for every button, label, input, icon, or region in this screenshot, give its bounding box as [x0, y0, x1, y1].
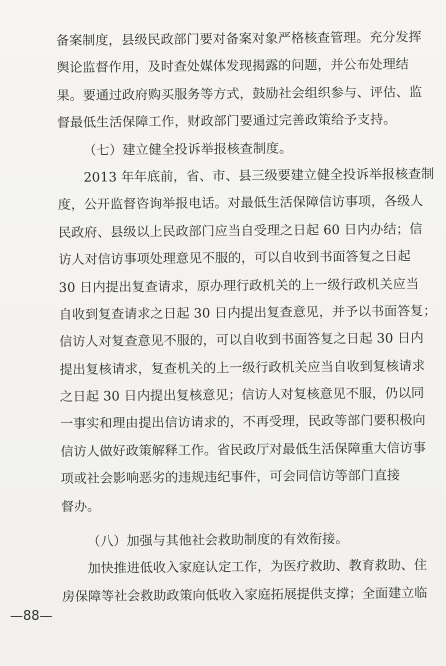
text-line: 加快推进低收入家庭认定工作，为医疗救助、教育救助、住	[87, 558, 428, 578]
section-heading-7: （七）建立健全投诉举报核查制度。	[83, 141, 293, 159]
text-line: 自收到复查请求之日起 30 日内提出复查意见，并予以书面答复；	[58, 303, 437, 323]
text-line: 提出复核请求，复查机关的上一级行政机关应当自收到复核请求	[59, 358, 426, 378]
text-line: 舆论监督作用，及时查处媒体发现揭露的问题，并公布处理结	[56, 57, 409, 77]
text-line: 2013 年年底前，省、市、县三级要建立健全投诉举报核查制	[83, 167, 435, 186]
text-line: 之日起 30 日内提出复核意见；信访人对复核意见不服，仍以同	[59, 386, 425, 406]
text-line: 督最低生活保障工作，财政部门要通过完善政策给予支持。	[56, 112, 397, 132]
document-body	[56, 24, 437, 611]
text-line: 信访人做好政策解释工作。省民政厅对最低生活保障重大信访事	[60, 441, 426, 460]
text-line: 民政府、县级以上民政部门应当自受理之日起 60 日内办结；信	[58, 221, 423, 241]
text-line: 项或社会影响恶劣的违规违纪事件，可会同信访等部门直接	[60, 468, 401, 488]
text-line: 备案制度，县级民政部门要对备案对象严格核查管理。充分发挥	[56, 30, 422, 49]
text-line: 房保障等社会救助政策向低收入家庭拓展提供支撑；全面建立临	[61, 585, 428, 605]
section-heading-8: （八）加强与其他社会救助制度的有效衔接。	[87, 531, 349, 550]
text-line: 访人对信访事项处理意见不服的，可以自收到书面答复之日起	[58, 249, 411, 269]
text-line: 督办。	[60, 499, 101, 515]
text-line: 30 日内提出复查请求，原办理行政机关的上一级行政机关应当	[58, 276, 419, 296]
page-number: —88—	[10, 609, 53, 624]
text-line: 信访人对复查意见不服的，可以自收到书面答复之日起 30 日内	[59, 331, 424, 351]
text-line: 果。要通过政府购买服务等方式，鼓励社会组织参与、评估、监	[56, 84, 423, 104]
text-line: 一事实和理由提出信访请求的，不再受理，民政等部门要积极向	[60, 413, 426, 433]
text-line: 度，公开监督咨询举报电话。对最低生活保障信访事项，各级人	[57, 194, 424, 214]
